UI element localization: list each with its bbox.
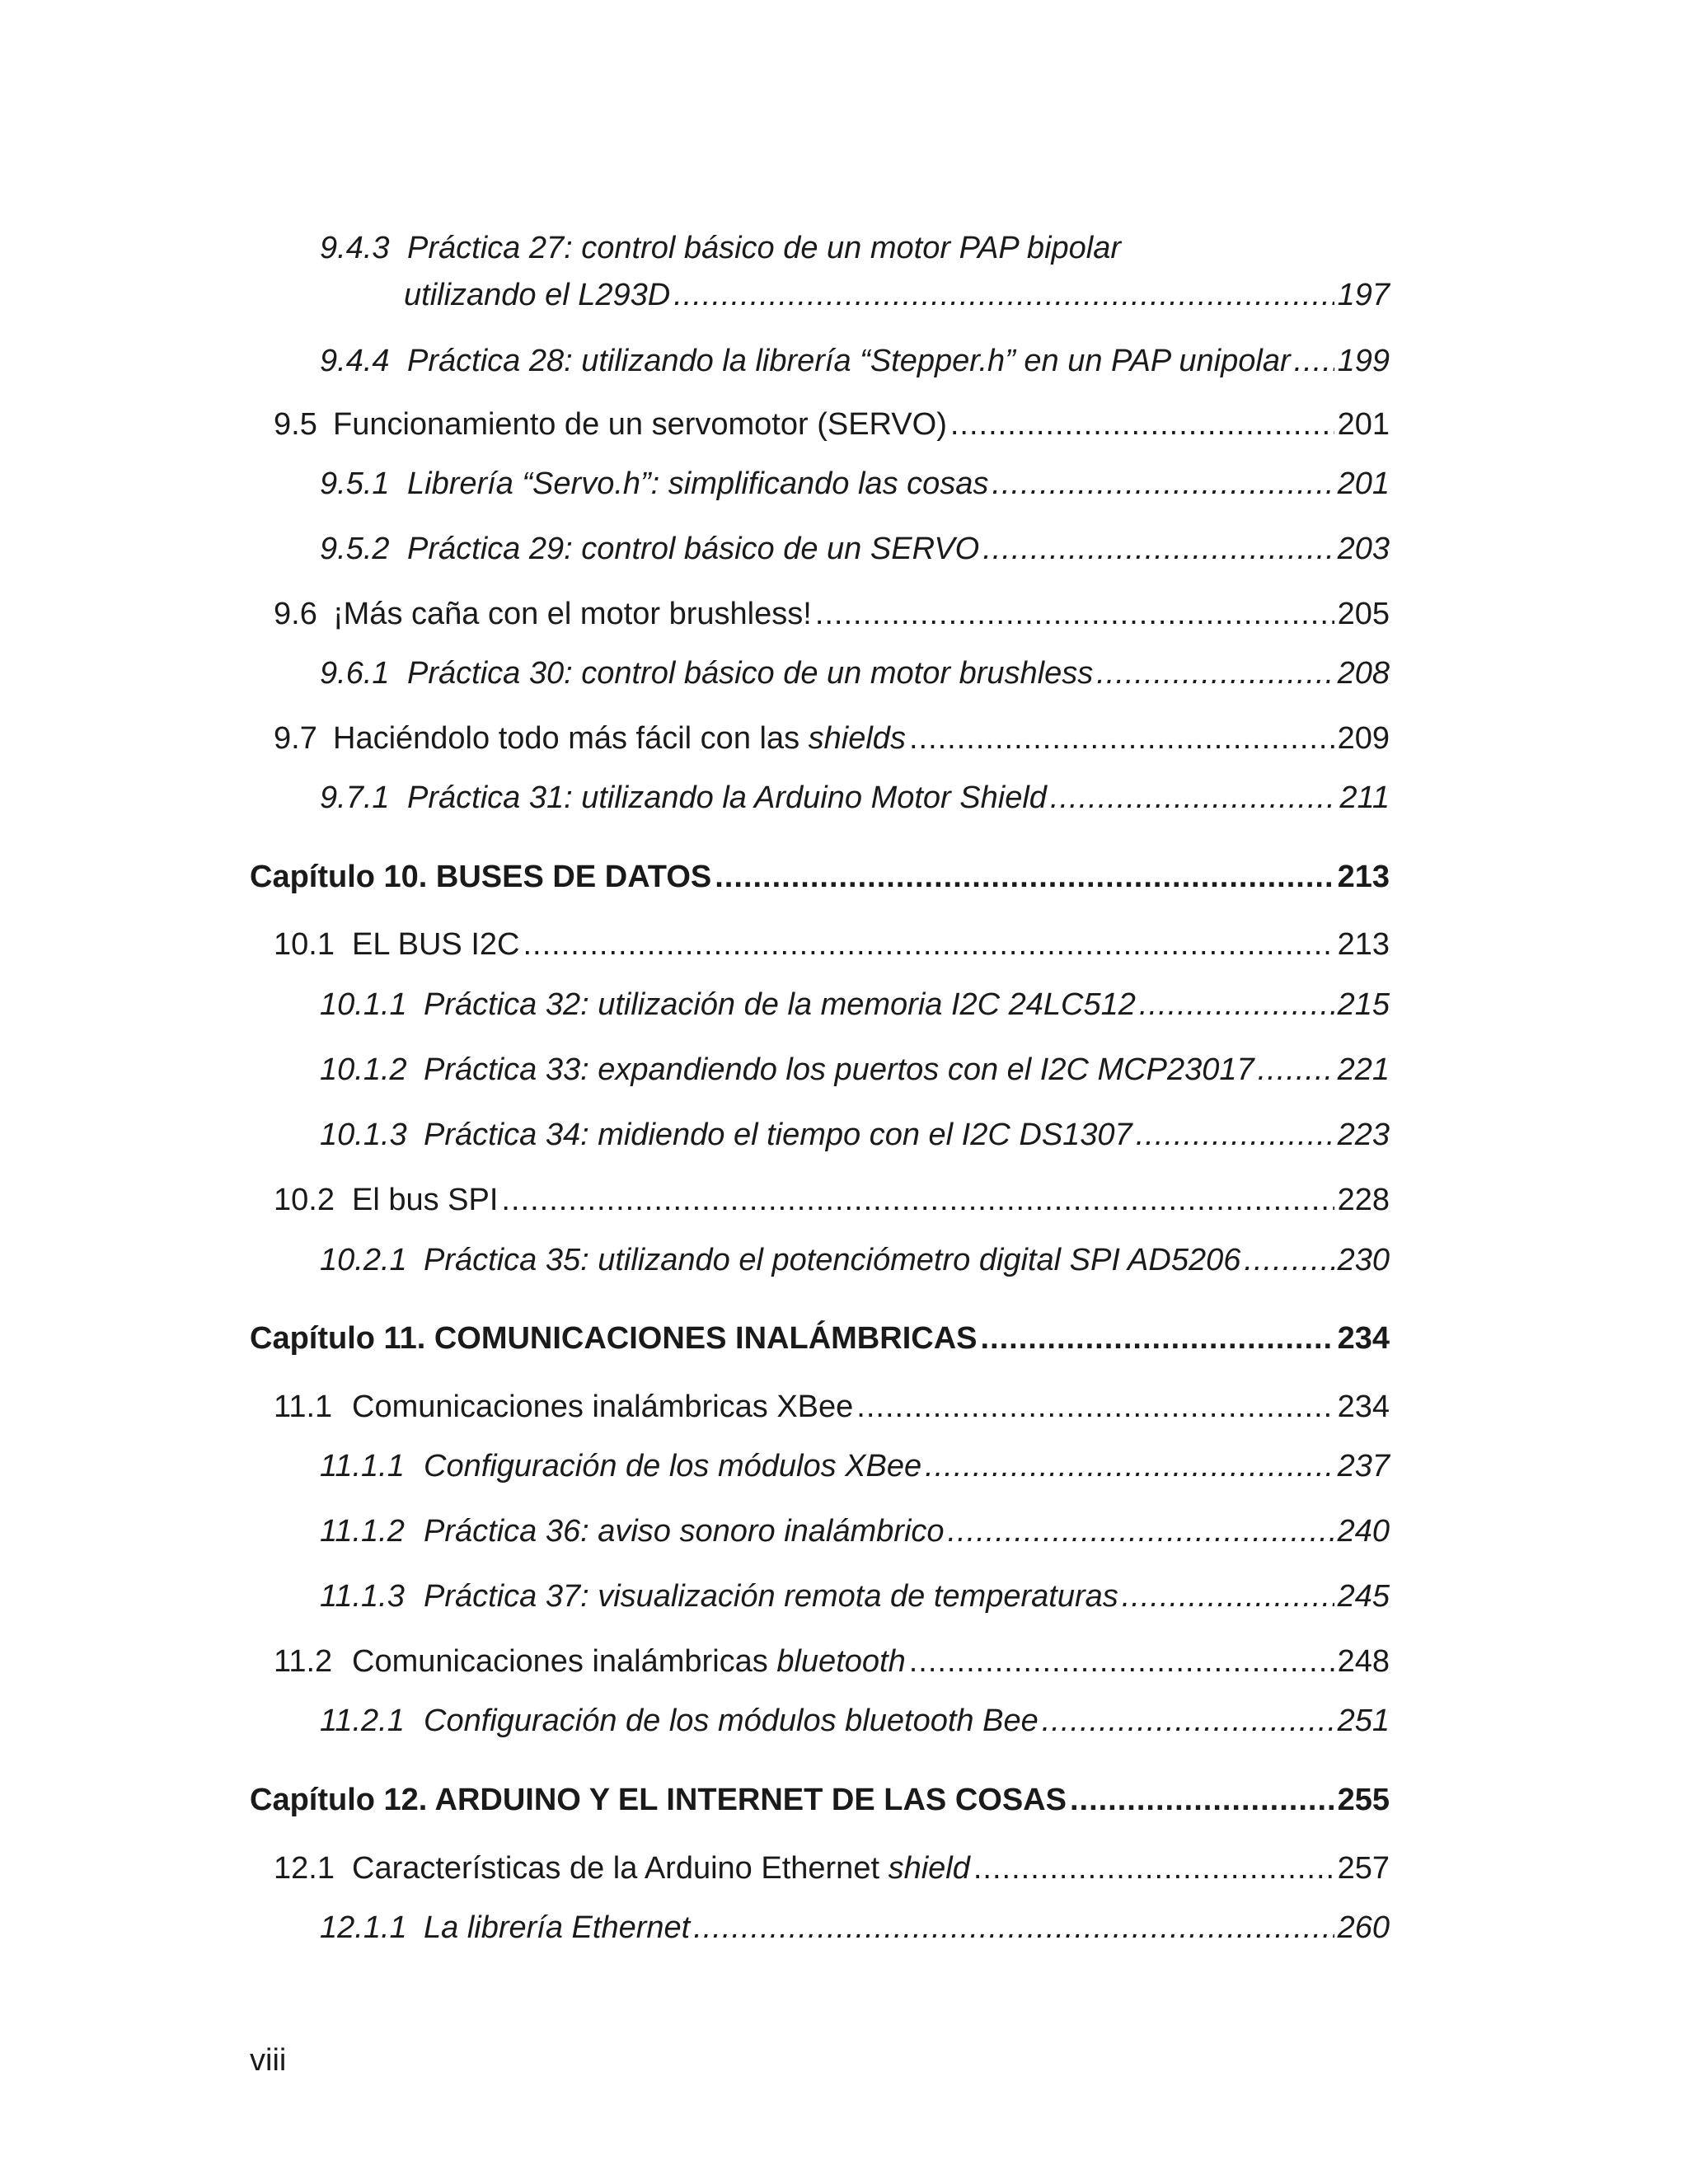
toc-entry-page: 234 bbox=[1337, 1321, 1390, 1356]
toc-entry-page: 209 bbox=[1337, 721, 1390, 756]
toc-entry-page: 257 bbox=[1337, 1851, 1390, 1886]
toc-entry-title: Características de la Arduino Ethernet shield bbox=[352, 1851, 970, 1886]
toc-entry-title: Configuración de los módulos XBee bbox=[424, 1449, 922, 1483]
toc-leader-dots bbox=[815, 594, 1334, 634]
toc-entry-page: 213 bbox=[1337, 860, 1390, 894]
toc-leader-dots bbox=[715, 857, 1334, 897]
toc-entry-title: Configuración de los módulos bluetooth Bee bbox=[424, 1704, 1039, 1738]
toc-entry-10-1 bbox=[274, 925, 1390, 964]
toc-entry-page: 230 bbox=[1337, 1243, 1390, 1277]
toc-entry-number: 10.1.3 bbox=[320, 1118, 407, 1152]
toc-leader-dots bbox=[909, 1642, 1334, 1681]
toc-entry-page: 201 bbox=[1337, 407, 1390, 442]
toc-entry-title: ¡Más caña con el motor brushless! bbox=[333, 597, 812, 631]
toc-leader-dots bbox=[1294, 341, 1334, 381]
toc-leader-dots bbox=[950, 405, 1334, 444]
toc-entry-page: 205 bbox=[1337, 597, 1390, 631]
toc-entry-page: 201 bbox=[1337, 466, 1390, 501]
toc-entry-10-2-1 bbox=[320, 1240, 1390, 1280]
toc-entry-page: 211 bbox=[1339, 780, 1390, 815]
toc-leader-dots bbox=[1042, 1701, 1334, 1741]
toc-entry-number: 12.1.1 bbox=[320, 1910, 407, 1945]
toc-leader-dots bbox=[1258, 1050, 1334, 1090]
toc-chapter-10 bbox=[250, 857, 1390, 897]
toc-leader-dots bbox=[948, 1511, 1334, 1551]
toc-leader-dots bbox=[1139, 985, 1334, 1024]
toc-leader-dots bbox=[523, 925, 1334, 964]
toc-entry-number: 9.4.3 bbox=[320, 231, 390, 265]
toc-entry-11-1-3 bbox=[320, 1577, 1390, 1616]
toc-entry-title: Práctica 33: expandiendo los puertos con el I2C MCP23017 bbox=[424, 1052, 1254, 1087]
toc-entry-9-4-3-line1 bbox=[320, 228, 1390, 268]
toc-entry-page: 240 bbox=[1337, 1514, 1390, 1549]
toc-entry-page: 260 bbox=[1337, 1910, 1390, 1945]
toc-entry-number: 9.6.1 bbox=[320, 656, 390, 691]
toc-entry-title: EL BUS I2C bbox=[352, 927, 520, 962]
toc-entry-number: 11.1.1 bbox=[320, 1449, 405, 1483]
toc-entry-9-4-4 bbox=[320, 341, 1390, 381]
toc-entry-title: Práctica 37: visualización remota de temperaturas bbox=[424, 1579, 1118, 1614]
toc-chapter-title: Capítulo 10. BUSES DE DATOS bbox=[250, 860, 712, 894]
toc-entry-title: Práctica 30: control básico de un motor brushless bbox=[407, 656, 1094, 691]
toc-entry-page: 199 bbox=[1337, 344, 1390, 378]
toc-entry-title-emphasis: shields bbox=[808, 721, 906, 756]
toc-entry-11-1-2 bbox=[320, 1511, 1390, 1551]
toc-entry-10-1-1 bbox=[320, 985, 1390, 1024]
toc-entry-number: 9.5 bbox=[274, 407, 317, 442]
toc-leader-dots bbox=[980, 1319, 1334, 1358]
toc-entry-title: Práctica 28: utilizando la librería “Stepper.h” en un PAP unipolar bbox=[407, 344, 1291, 378]
toc-entry-12-1 bbox=[274, 1849, 1390, 1888]
toc-entry-number: 9.5.2 bbox=[320, 532, 390, 566]
toc-entry-title: Práctica 27: control básico de un motor PAP bipolar bbox=[407, 231, 1122, 265]
toc-chapter-title: Capítulo 12. ARDUINO Y EL INTERNET DE LAS COSAS bbox=[250, 1783, 1067, 1817]
page-number-footer: viii bbox=[250, 2043, 287, 2078]
toc-entry-number: 11.2 bbox=[274, 1644, 333, 1679]
toc-entry-number: 10.1 bbox=[274, 927, 335, 962]
toc-entry-title: Práctica 32: utilización de la memoria I2C 24LC512 bbox=[424, 987, 1136, 1022]
toc-chapter-title: Capítulo 11. COMUNICACIONES INALÁMBRICAS bbox=[250, 1321, 978, 1356]
toc-entry-title: Comunicaciones inalámbricas bluetooth bbox=[352, 1644, 906, 1679]
toc-leader-dots bbox=[1244, 1240, 1334, 1280]
toc-leader-dots bbox=[992, 464, 1334, 504]
toc-entry-10-1-2 bbox=[320, 1050, 1390, 1090]
toc-entry-11-1 bbox=[274, 1387, 1390, 1427]
toc-leader-dots bbox=[501, 1180, 1334, 1220]
toc-entry-page: 215 bbox=[1337, 987, 1390, 1022]
toc-entry-page: 255 bbox=[1337, 1783, 1390, 1817]
toc-entry-title: Práctica 36: aviso sonoro inalámbrico bbox=[424, 1514, 945, 1549]
toc-entry-11-1-1 bbox=[320, 1446, 1390, 1486]
toc-leader-dots bbox=[856, 1387, 1334, 1427]
toc-leader-dots bbox=[1050, 778, 1337, 818]
toc-entry-number: 12.1 bbox=[274, 1851, 335, 1886]
toc-entry-number: 10.2.1 bbox=[320, 1243, 407, 1277]
toc-entry-number: 11.1.2 bbox=[320, 1514, 405, 1549]
toc-entry-11-2 bbox=[274, 1642, 1390, 1681]
toc-entry-title-emphasis: shield bbox=[888, 1851, 970, 1886]
toc-entry-page: 203 bbox=[1337, 532, 1390, 566]
toc-leader-dots bbox=[1136, 1115, 1334, 1155]
toc-leader-dots bbox=[1096, 654, 1334, 693]
toc-entry-12-1-1 bbox=[320, 1908, 1390, 1947]
toc-entry-number: 9.7 bbox=[274, 721, 317, 756]
toc-entry-number: 9.4.4 bbox=[320, 344, 390, 378]
toc-leader-dots bbox=[673, 275, 1334, 315]
toc-entry-page: 234 bbox=[1337, 1390, 1390, 1424]
toc-leader-dots bbox=[982, 529, 1334, 569]
toc-entry-9-6 bbox=[274, 594, 1390, 634]
toc-entry-title-emphasis: bluetooth bbox=[776, 1644, 906, 1679]
toc-entry-title: Haciéndolo todo más fácil con las shields bbox=[333, 721, 906, 756]
toc-leader-dots bbox=[909, 719, 1334, 758]
toc-entry-page: 213 bbox=[1337, 927, 1390, 962]
toc-entry-page: 251 bbox=[1337, 1704, 1390, 1738]
toc-entry-9-6-1 bbox=[320, 654, 1390, 693]
toc-entry-title: Práctica 31: utilizando la Arduino Motor Shield bbox=[407, 780, 1047, 815]
toc-entry-10-1-3 bbox=[320, 1115, 1390, 1155]
toc-entry-number: 9.5.1 bbox=[320, 466, 390, 501]
toc-entry-page: 208 bbox=[1337, 656, 1390, 691]
toc-entry-title: utilizando el L293D bbox=[404, 278, 671, 312]
toc-entry-title: Librería “Servo.h”: simplificando las cosas bbox=[407, 466, 989, 501]
toc-leader-dots bbox=[925, 1446, 1334, 1486]
toc-entry-9-4-3 bbox=[404, 275, 1390, 315]
toc-entry-page: 223 bbox=[1337, 1118, 1390, 1152]
toc-leader-dots bbox=[1070, 1780, 1334, 1820]
toc-entry-page: 228 bbox=[1337, 1183, 1390, 1217]
toc-entry-number: 9.6 bbox=[274, 597, 317, 631]
toc-entry-title: Funcionamiento de un servomotor (SERVO) bbox=[333, 407, 947, 442]
toc-entry-9-5-1 bbox=[320, 464, 1390, 504]
toc-entry-page: 237 bbox=[1337, 1449, 1390, 1483]
toc-entry-title: El bus SPI bbox=[352, 1183, 499, 1217]
toc-entry-title: Práctica 29: control básico de un SERVO bbox=[407, 532, 980, 566]
toc-entry-number: 11.1.3 bbox=[320, 1579, 405, 1614]
toc-entry-page: 197 bbox=[1337, 278, 1390, 312]
toc-entry-10-2 bbox=[274, 1180, 1390, 1220]
toc-entry-number: 11.1 bbox=[274, 1390, 333, 1424]
toc-leader-dots bbox=[1122, 1577, 1334, 1616]
toc-entry-page: 248 bbox=[1337, 1644, 1390, 1679]
toc-entry-title: Práctica 34: midiendo el tiempo con el I2C DS1307 bbox=[424, 1118, 1132, 1152]
toc-entry-11-2-1 bbox=[320, 1701, 1390, 1741]
toc-entry-number: 11.2.1 bbox=[320, 1704, 405, 1738]
toc-leader-dots bbox=[973, 1849, 1334, 1888]
toc-entry-9-5 bbox=[274, 405, 1390, 444]
toc-entry-number: 10.2 bbox=[274, 1183, 335, 1217]
toc-entry-page: 245 bbox=[1337, 1579, 1390, 1614]
toc-entry-title: Práctica 35: utilizando el potenciómetro digital SPI AD5206 bbox=[424, 1243, 1241, 1277]
toc-leader-dots bbox=[693, 1908, 1334, 1947]
toc-entry-9-5-2 bbox=[320, 529, 1390, 569]
toc-entry-9-7-1 bbox=[320, 778, 1390, 818]
toc-entry-number: 9.7.1 bbox=[320, 780, 390, 815]
toc-chapter-11 bbox=[250, 1319, 1390, 1358]
toc-entry-page: 221 bbox=[1337, 1052, 1390, 1087]
toc-chapter-12 bbox=[250, 1780, 1390, 1820]
toc-entry-title: Comunicaciones inalámbricas XBee bbox=[352, 1390, 854, 1424]
toc-entry-title: La librería Ethernet bbox=[424, 1910, 691, 1945]
toc-entry-number: 10.1.1 bbox=[320, 987, 407, 1022]
toc-entry-number: 10.1.2 bbox=[320, 1052, 407, 1087]
toc-entry-9-7 bbox=[274, 719, 1390, 758]
